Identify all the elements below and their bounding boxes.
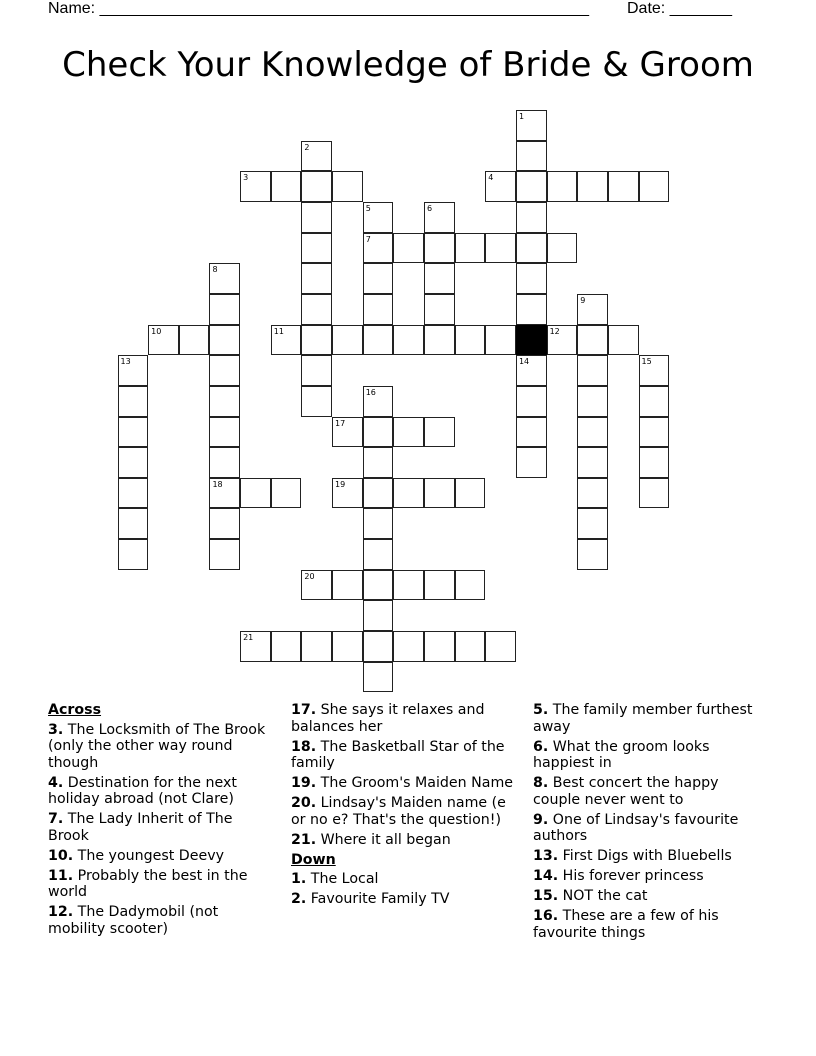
crossword-cell[interactable] [209, 294, 240, 325]
crossword-cell[interactable] [209, 478, 240, 509]
crossword-cell[interactable] [271, 325, 302, 356]
cell-number: 2 [304, 142, 310, 152]
crossword-cell[interactable] [577, 386, 608, 417]
crossword-cell[interactable] [209, 355, 240, 386]
black-square [516, 325, 547, 356]
clue-across-11 [48, 868, 270, 901]
crossword-cell[interactable] [240, 631, 271, 662]
clue-number: 16. [533, 908, 559, 924]
clue-down-1 [291, 871, 519, 888]
crossword-cell[interactable] [577, 417, 608, 448]
crossword-cell[interactable] [608, 325, 639, 356]
clue-text: Probably the best in the world [48, 867, 248, 900]
crossword-cell[interactable] [271, 478, 302, 509]
crossword-cell[interactable] [301, 570, 332, 601]
crossword-cell[interactable] [639, 386, 670, 417]
clue-down-2 [291, 891, 519, 908]
crossword-cell[interactable] [301, 631, 332, 662]
clue-down-8 [533, 775, 761, 808]
cell-number: 12 [549, 326, 560, 336]
crossword-cell[interactable] [301, 202, 332, 233]
crossword-cell[interactable] [516, 202, 547, 233]
crossword-cell[interactable] [301, 355, 332, 386]
cell-number: 10 [151, 326, 162, 336]
crossword-cell[interactable] [393, 233, 424, 264]
cell-number: 13 [120, 357, 131, 367]
clue-text: The Basketball Star of the family [291, 738, 505, 771]
crossword-cell[interactable] [455, 325, 486, 356]
clue-text: His forever princess [562, 868, 704, 884]
crossword-cell[interactable] [424, 294, 455, 325]
clue-number: 18. [291, 738, 317, 755]
crossword-cell[interactable] [363, 294, 394, 325]
crossword-cell[interactable] [516, 417, 547, 448]
crossword-cell[interactable] [209, 539, 240, 570]
crossword-cell[interactable] [363, 202, 394, 233]
crossword-cell[interactable] [393, 478, 424, 509]
clue-across-19 [291, 775, 519, 792]
crossword-cell[interactable] [639, 478, 670, 509]
clue-number: 19. [291, 775, 317, 791]
crossword-cell[interactable] [424, 233, 455, 264]
clue-down-6 [533, 739, 761, 772]
clue-text: First Digs with Bluebells [562, 848, 732, 864]
crossword-cell[interactable] [639, 355, 670, 386]
name-field: Name: _______________________________________________________ [48, 0, 589, 17]
crossword-cell[interactable] [118, 508, 149, 539]
crossword-cell[interactable] [209, 263, 240, 294]
crossword-cell[interactable] [363, 478, 394, 509]
crossword-cell[interactable] [485, 325, 516, 356]
crossword-cell[interactable] [424, 417, 455, 448]
clue-number: 10. [48, 847, 74, 864]
clue-text: The family member furthest away [533, 702, 753, 735]
clue-down-13 [533, 848, 761, 865]
cell-number: 6 [427, 203, 433, 213]
clue-number: 5. [533, 702, 549, 718]
crossword-cell[interactable] [148, 325, 179, 356]
cell-number: 7 [365, 234, 371, 244]
crossword-cell[interactable] [240, 171, 271, 202]
crossword-cell[interactable] [118, 417, 149, 448]
clues-column-1 [48, 702, 270, 941]
crossword-cell[interactable] [363, 263, 394, 294]
crossword-cell[interactable] [424, 631, 455, 662]
clue-number: 6. [533, 738, 549, 755]
clue-down-14 [533, 868, 761, 885]
clue-text: NOT the cat [562, 888, 648, 904]
clue-number: 12. [48, 904, 74, 920]
crossword-cell[interactable] [516, 263, 547, 294]
crossword-cell[interactable] [424, 570, 455, 601]
crossword-cell[interactable] [332, 417, 363, 448]
clue-text: What the groom looks happiest in [533, 738, 710, 771]
crossword-cell[interactable] [332, 171, 363, 202]
cell-number: 14 [518, 357, 530, 367]
cell-number: 15 [641, 357, 652, 367]
clues-column-2 [291, 702, 519, 911]
crossword-cell[interactable] [577, 355, 608, 386]
crossword-cell[interactable] [209, 508, 240, 539]
clue-text: The Local [310, 871, 379, 887]
crossword-cell[interactable] [424, 325, 455, 356]
crossword-cell[interactable] [363, 508, 394, 539]
crossword-cell[interactable] [516, 386, 547, 417]
cell-number: 17 [335, 418, 346, 428]
crossword-cell[interactable] [424, 478, 455, 509]
clue-across-20 [291, 795, 519, 828]
cell-number: 20 [304, 571, 315, 581]
crossword-cell[interactable] [118, 478, 149, 509]
crossword-cell[interactable] [363, 631, 394, 662]
clue-text: The Groom's Maiden Name [320, 775, 514, 791]
clue-text: Favourite Family TV [310, 891, 450, 907]
crossword-cell[interactable] [424, 202, 455, 233]
crossword-cell[interactable] [639, 417, 670, 448]
crossword-cell[interactable] [301, 171, 332, 202]
crossword-cell[interactable] [301, 325, 332, 356]
clue-text: Best concert the happy couple never went to [533, 775, 719, 808]
clue-number: 7. [48, 811, 64, 827]
page-title: Check Your Knowledge of Bride & Groom [62, 45, 754, 85]
crossword-cell[interactable] [516, 233, 547, 264]
crossword-cell[interactable] [240, 478, 271, 509]
crossword-cell[interactable] [271, 631, 302, 662]
crossword-cell[interactable] [516, 355, 547, 386]
crossword-cell[interactable] [577, 478, 608, 509]
clue-number: 3. [48, 721, 64, 738]
crossword-cell[interactable] [363, 447, 394, 478]
crossword-cell[interactable] [209, 417, 240, 448]
crossword-cell[interactable] [301, 294, 332, 325]
clues-column-3 [533, 702, 761, 945]
crossword-cell[interactable] [332, 478, 363, 509]
clue-across-10 [48, 848, 270, 865]
crossword-cell[interactable] [363, 233, 394, 264]
clue-number: 17. [291, 702, 317, 718]
crossword-cell[interactable] [332, 570, 363, 601]
crossword-cell[interactable] [363, 325, 394, 356]
clue-text: The youngest Deevy [77, 847, 224, 864]
crossword-cell[interactable] [393, 417, 424, 448]
crossword-cell[interactable] [485, 631, 516, 662]
clue-number: 14. [533, 868, 559, 884]
crossword-cell[interactable] [547, 233, 578, 264]
clue-across-18 [291, 739, 519, 772]
clue-down-16 [533, 908, 761, 941]
crossword-cell[interactable] [363, 417, 394, 448]
cell-number: 18 [212, 479, 223, 489]
crossword-cell[interactable] [577, 325, 608, 356]
crossword-cell[interactable] [516, 294, 547, 325]
crossword-cell[interactable] [363, 539, 394, 570]
clue-text: These are a few of his favourite things [533, 908, 719, 941]
clue-number: 2. [291, 891, 307, 907]
crossword-cell[interactable] [455, 570, 486, 601]
cell-number: 16 [365, 387, 376, 397]
crossword-cell[interactable] [179, 325, 210, 356]
crossword-cell[interactable] [455, 233, 486, 264]
crossword-cell[interactable] [209, 325, 240, 356]
crossword-cell[interactable] [393, 570, 424, 601]
crossword-cell[interactable] [301, 141, 332, 172]
date-field: Date: _______ [627, 0, 732, 17]
cell-number: 11 [273, 326, 284, 336]
clue-down-5 [533, 702, 761, 735]
crossword-cell[interactable] [516, 447, 547, 478]
cell-number: 19 [335, 479, 346, 489]
clue-number: 21. [291, 831, 317, 848]
clue-down-15 [533, 888, 761, 905]
crossword-cell[interactable] [363, 600, 394, 631]
clue-across-3 [48, 722, 270, 772]
clue-number: 15. [533, 888, 559, 904]
crossword-cell[interactable] [424, 263, 455, 294]
clue-across-17 [291, 702, 519, 735]
crossword-cell[interactable] [271, 171, 302, 202]
crossword-cell[interactable] [363, 570, 394, 601]
clue-text: One of Lindsay's favourite authors [533, 811, 739, 844]
clue-across-4 [48, 775, 270, 808]
cell-number: 5 [365, 203, 371, 213]
crossword-cell[interactable] [332, 631, 363, 662]
crossword-cell[interactable] [516, 110, 547, 141]
clue-text: Where it all began [320, 831, 451, 848]
cell-number: 21 [243, 633, 254, 643]
crossword-cell[interactable] [301, 263, 332, 294]
crossword-cell[interactable] [118, 386, 149, 417]
crossword-cell[interactable] [577, 447, 608, 478]
clue-text: The Dadymobil (not mobility scooter) [48, 904, 219, 937]
crossword-cell[interactable] [301, 386, 332, 417]
crossword-cell[interactable] [577, 294, 608, 325]
crossword-cell[interactable] [639, 171, 670, 202]
clue-across-21 [291, 832, 519, 849]
clue-number: 1. [291, 871, 307, 887]
crossword-cell[interactable] [393, 631, 424, 662]
clue-across-7 [48, 811, 270, 844]
crossword-cell[interactable] [547, 325, 578, 356]
crossword-cell[interactable] [577, 508, 608, 539]
crossword-cell[interactable] [118, 539, 149, 570]
clue-number: 4. [48, 774, 64, 791]
across-heading: Across [48, 702, 102, 718]
cell-number: 3 [243, 173, 249, 183]
crossword-cell[interactable] [209, 447, 240, 478]
crossword-cell[interactable] [516, 171, 547, 202]
clue-number: 20. [291, 795, 317, 811]
clue-number: 11. [48, 867, 74, 884]
clue-text: Destination for the next holiday abroad (not Clare) [48, 774, 237, 807]
clue-across-12 [48, 904, 270, 937]
clue-text: She says it relaxes and balances her [291, 702, 485, 735]
clue-number: 8. [533, 775, 549, 791]
crossword-cell[interactable] [118, 355, 149, 386]
crossword-cell[interactable] [363, 386, 394, 417]
crossword-cell[interactable] [577, 539, 608, 570]
crossword-cell[interactable] [455, 631, 486, 662]
crossword-cell[interactable] [301, 233, 332, 264]
clue-number: 9. [533, 811, 549, 828]
crossword-cell[interactable] [393, 325, 424, 356]
clue-number: 13. [533, 848, 559, 864]
crossword-cell[interactable] [485, 171, 516, 202]
crossword-cell[interactable] [455, 478, 486, 509]
cell-number: 1 [518, 112, 525, 121]
clue-down-9 [533, 812, 761, 845]
crossword-cell[interactable] [516, 141, 547, 172]
crossword-cell[interactable] [547, 171, 578, 202]
crossword-cell[interactable] [209, 386, 240, 417]
cell-number: 9 [580, 295, 586, 305]
cell-number: 8 [212, 265, 218, 275]
clue-text: Lindsay's Maiden name (e or no e? That's the question!) [291, 795, 506, 828]
down-heading: Down [291, 851, 336, 868]
crossword-cell[interactable] [639, 447, 670, 478]
cell-number: 4 [488, 173, 494, 183]
crossword-cell[interactable] [118, 447, 149, 478]
crossword-cell[interactable] [332, 325, 363, 356]
crossword-cell[interactable] [485, 233, 516, 264]
clue-text: The Lady Inherit of The Brook [48, 811, 233, 844]
clue-text: The Locksmith of The Brook (only the other way round though [48, 721, 266, 771]
crossword-cell[interactable] [608, 171, 639, 202]
crossword-cell[interactable] [363, 662, 394, 693]
crossword-cell[interactable] [577, 171, 608, 202]
